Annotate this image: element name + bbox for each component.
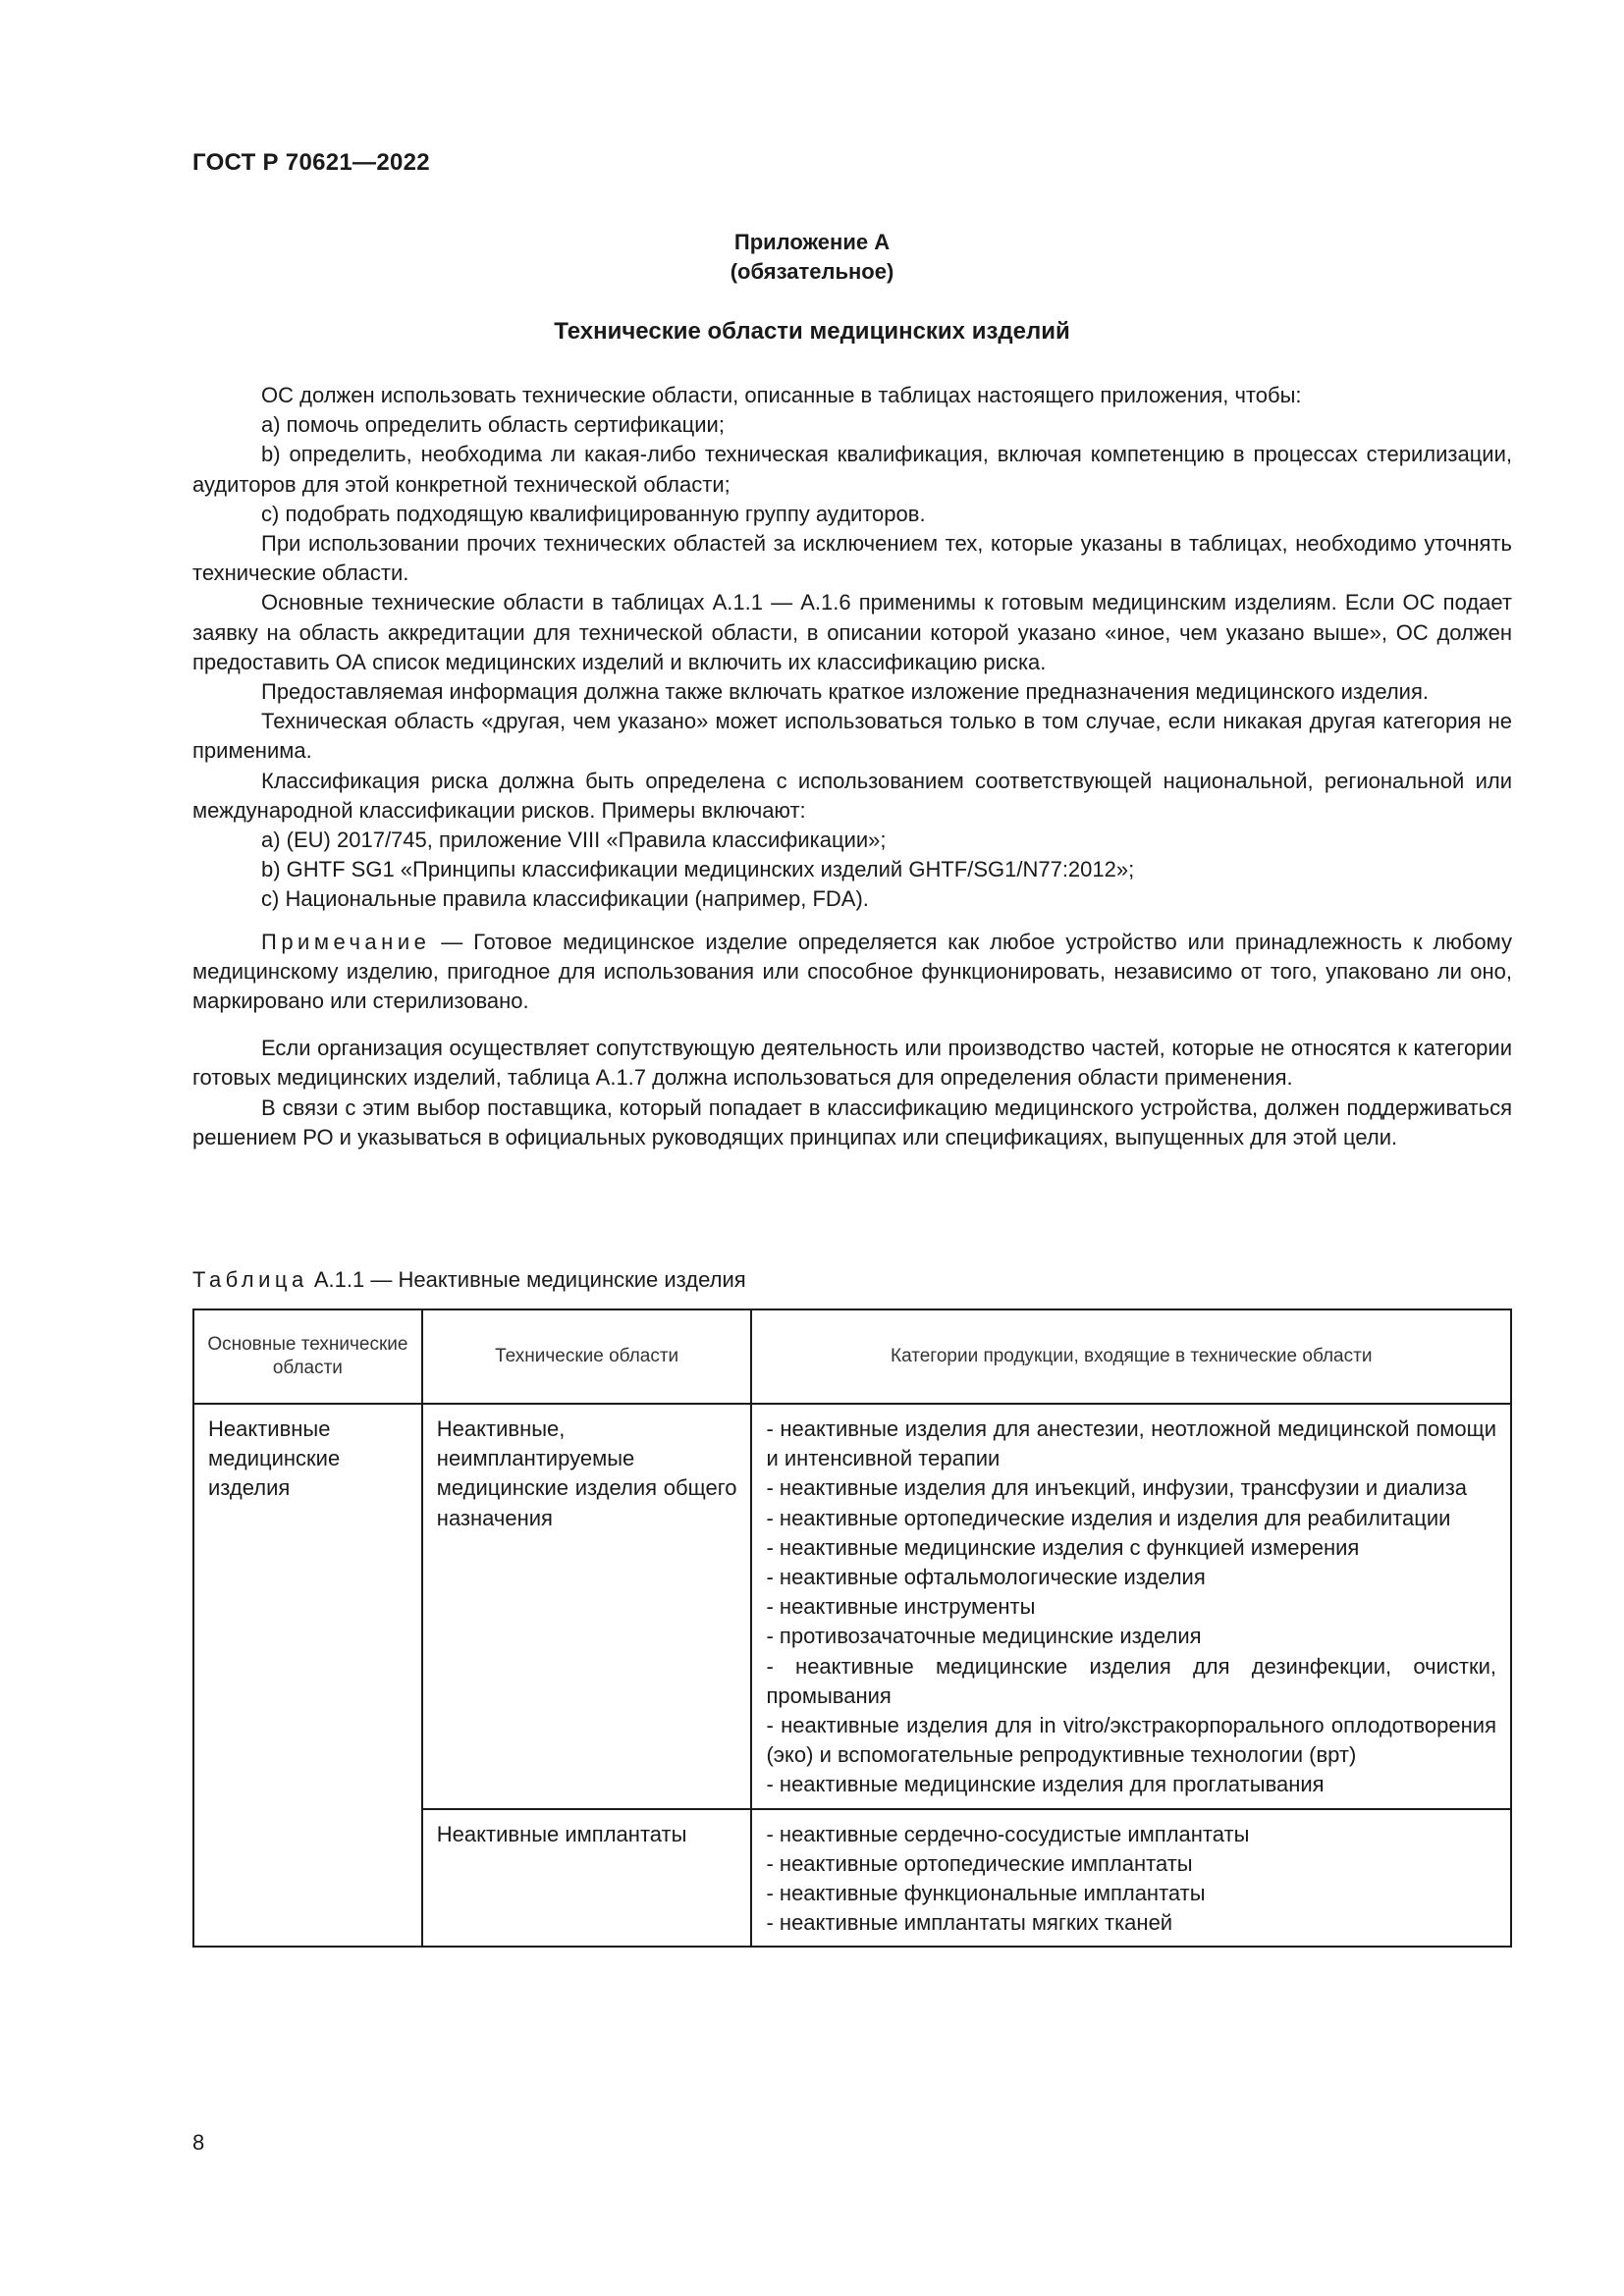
category-item: - неактивные медицинские изделия с функцией измерения	[766, 1534, 1360, 1560]
paragraph: c) Национальные правила классификации (например, FDA).	[261, 886, 869, 912]
category-item: - неактивные изделия для инъекций, инфузии, трансфузии и диализа	[766, 1475, 1468, 1501]
table-caption	[192, 1267, 746, 1293]
note	[192, 928, 1512, 1017]
category-item: - неактивные имплантаты мягких тканей	[766, 1910, 1173, 1936]
category-item: - неактивные медицинские изделия для проглатывания	[766, 1772, 1325, 1797]
category-item: - неактивные ортопедические изделия и изделия для реабилитации	[766, 1505, 1451, 1530]
note-label: Примечание	[261, 929, 431, 954]
note-text: — Готовое медицинское изделие определяется как любое устройство или принадлежность к любому медицинскому изделию, пригодное для использования или способное функционировать, независимо от того, упаковано ли оно, маркировано или стерилизовано.	[192, 929, 1512, 1014]
paragraph: Предоставляемая информация должна также включать краткое изложение предназначения медицинского изделия.	[261, 679, 1429, 705]
paragraph: а) помочь определить область сертификации;	[261, 412, 725, 438]
document-code: ГОСТ Р 70621—2022	[192, 149, 430, 176]
category-item: - неактивные ортопедические имплантаты	[766, 1850, 1193, 1876]
body-text	[192, 381, 1512, 1152]
annex-status: (обязательное)	[730, 259, 894, 284]
table-header-cell: Категории продукции, входящие в технические области	[751, 1309, 1511, 1404]
paragraph: b) определить, необходима ли какая-либо техническая квалификация, включая компетенцию в процессах стерилизации, аудиторов для этой конкретной технической области;	[192, 442, 1512, 497]
table-row	[193, 1404, 1511, 1809]
paragraph: а) (EU) 2017/745, приложение VIII «Правила классификации»;	[261, 828, 887, 853]
categories-cell	[751, 1809, 1511, 1948]
area-cell: Неактивные имплантаты	[422, 1809, 752, 1948]
paragraph: В связи с этим выбор поставщика, который попадает в классификацию медицинского устройства, должен поддерживаться решением РО и указываться в официальных руководящих принципах или спецификациях, выпущенных для этой цели.	[192, 1095, 1512, 1149]
paragraph: с) подобрать подходящую квалифицированную группу аудиторов.	[261, 501, 926, 526]
main-area-cell: Неактивные медицинские изделия	[193, 1404, 422, 1947]
category-item: - неактивные функциональные имплантаты	[766, 1881, 1206, 1906]
table-caption-text: А.1.1 — Неактивные медицинские изделия	[307, 1267, 746, 1292]
area-cell: Неактивные, неимплантируемые медицинские изделия общего назначения	[422, 1404, 752, 1809]
category-item: - неактивные сердечно-сосудистые имплантаты	[766, 1821, 1250, 1846]
paragraph: Если организация осуществляет сопутствующую деятельность или производство частей, которые не относятся к категории готовых медицинских изделий, таблица А.1.7 должна использоваться для определения области применения.	[192, 1036, 1512, 1091]
category-item: - неактивные инструменты	[766, 1594, 1036, 1620]
paragraph: ОС должен использовать технические области, описанные в таблицах настоящего приложения, чтобы:	[261, 383, 1302, 407]
paragraph: b) GHTF SG1 «Принципы классификации медицинских изделий GHTF/SG1/N77:2012»;	[261, 857, 1135, 882]
table-caption-label: Таблица	[192, 1267, 308, 1292]
section-title: Технические области медицинских изделий	[554, 318, 1070, 345]
category-item: - противозачаточные медицинские изделия	[766, 1624, 1202, 1649]
category-item: - неактивные изделия для in vitro/экстракорпорального оплодотворения (эко) и вспомогательные репродуктивные технологии (врт)	[766, 1713, 1496, 1768]
annex-title: Приложение А	[733, 230, 891, 254]
annex-heading	[0, 228, 1624, 287]
paragraph: Техническая область «другая, чем указано» может использоваться только в том случае, если никакая другая категория не применима.	[192, 709, 1512, 764]
table-header-row	[193, 1309, 1511, 1404]
paragraph: Классификация риска должна быть определена с использованием соответствующей национальной, региональной или международной классификации рисков. Примеры включают:	[192, 768, 1512, 823]
table-header-cell: Основные технические области	[193, 1309, 422, 1404]
categories-cell	[751, 1404, 1511, 1809]
page-number: 8	[192, 2130, 205, 2155]
category-item: - неактивные офтальмологические изделия	[766, 1565, 1206, 1590]
classification-table	[192, 1308, 1512, 1948]
paragraph: Основные технические области в таблицах А.1.1 — А.1.6 применимы к готовым медицинским изделиям. Если ОС подает заявку на область аккредитации для технической области, в описании которой указано «иное, чем указано выше», ОС должен предоставить ОА список медицинских изделий и включить их классификацию риска.	[192, 590, 1512, 674]
table-header-cell: Технические области	[422, 1309, 752, 1404]
category-item: - неактивные медицинские изделия для дезинфекции, очистки, промывания	[766, 1653, 1496, 1708]
paragraph: При использовании прочих технических областей за исключением тех, которые указаны в таблицах, необходимо уточнять технические области.	[192, 531, 1512, 586]
category-item: - неактивные изделия для анестезии, неотложной медицинской помощи и интенсивной терапии	[766, 1416, 1496, 1471]
